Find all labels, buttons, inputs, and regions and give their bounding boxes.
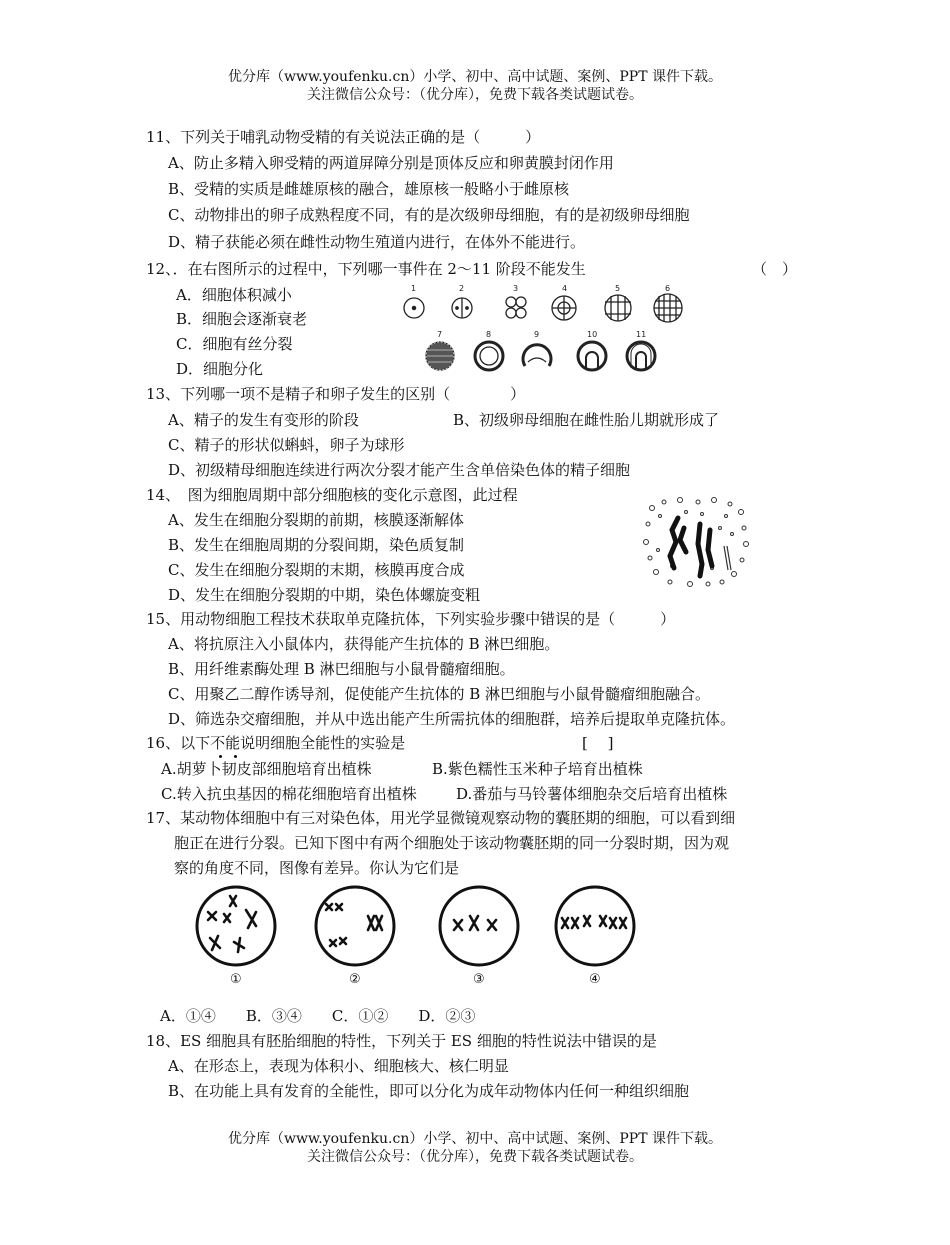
q13-option-c: C、精子的形状似蝌蚪，卵子为球形 — [168, 436, 405, 454]
q18-stem: 18、ES 细胞具有胚胎细胞的特性，下列关于 ES 细胞的特性说法中错误的是 — [146, 1032, 657, 1050]
q16-option-a: A.胡萝卜韧皮部细胞培育出植株 — [161, 760, 372, 778]
q13-option-a: A、精子的发生有变形的阶段 — [168, 411, 359, 429]
q14-option-a: A、发生在细胞分裂期的前期，核膜逐渐解体 — [168, 511, 464, 529]
header-line-1: 优分库（www.youfenku.cn）小学、初中、高中试题、案例、PPT 课件下载。 — [227, 69, 722, 85]
q16-answer-bracket: [ ] — [582, 734, 614, 752]
q13-option-d: D、初级精母细胞连续进行两次分裂才能产生含单倍染色体的精子细胞 — [168, 461, 631, 479]
q14-option-b: B、发生在细胞周期的分裂间期，染色质复制 — [168, 536, 465, 554]
q17-stem-line-2: 胞正在进行分裂。已知下图中有两个细胞处于该动物囊胚期的同一分裂时期，因为观 — [174, 834, 730, 852]
stage-3-four-cell — [506, 297, 526, 318]
stage-5-morula — [605, 295, 631, 321]
q12-answer-paren: （ ） — [752, 260, 798, 278]
q11-stem: 11、下列关于哺乳动物受精的有关说法正确的是（ ） — [146, 128, 541, 146]
q13-option-b: B、初级卵母细胞在雌性胎儿期就形成了 — [453, 411, 720, 429]
q15-option-a: A、将抗原注入小鼠体内，获得能产生抗体的 B 淋巴细胞。 — [168, 635, 560, 653]
stage-2-two-cell — [452, 298, 472, 318]
stage-label-3: 3 — [513, 284, 519, 293]
stage-11-late-gastrula — [627, 342, 655, 370]
stage-label-9: 9 — [534, 330, 540, 339]
footer-line-2: 关注微信公众号：（优分库），免费下载各类试题试卷。 — [307, 1149, 643, 1165]
embryo-development-figure — [400, 280, 700, 376]
q12-option-d: D．细胞分化 — [176, 360, 264, 378]
q17-stem-line-3: 察的角度不同，图像有差异。你认为它们是 — [174, 859, 460, 877]
q14-option-c: C、发生在细胞分裂期的末期，核膜再度合成 — [168, 561, 465, 579]
q14-stem: 14、 图为细胞周期中部分细胞核的变化示意图，此过程 — [146, 486, 518, 504]
stage-label-2: 2 — [459, 284, 465, 293]
q16-option-d: D.番茄与马铃薯体细胞杂交后培育出植株 — [456, 785, 728, 803]
cell-2 — [316, 887, 394, 965]
q15-option-d: D、筛选杂交瘤细胞，并从中选出能产生所需抗体的细胞群，培养后提取单克隆抗体。 — [168, 710, 736, 728]
cell-3 — [440, 887, 518, 965]
q12-option-c: C．细胞有丝分裂 — [176, 335, 293, 353]
cell-1 — [197, 887, 275, 965]
stage-label-7: 7 — [437, 330, 443, 339]
stage-7-blastula — [426, 342, 454, 370]
q11-option-b: B、受精的实质是雌雄原核的融合，雄原核一般略小于雌原核 — [168, 180, 570, 198]
stage-label-6: 6 — [665, 284, 671, 293]
q15-option-c: C、用聚乙二醇作诱导剂，促使能产生抗体的 B 淋巴细胞与小鼠骨髓瘤细胞融合。 — [168, 685, 711, 703]
q17-stem-line-1: 17、某动物体细胞中有三对染色体，用光学显微镜观察动物的囊胚期的细胞，可以看到细 — [146, 809, 736, 827]
stage-label-5: 5 — [615, 284, 621, 293]
q18-option-b: B、在功能上具有发育的全能性，即可以分化为成年动物体内任何一种组织细胞 — [168, 1082, 690, 1100]
q12-stem: 12、．在右图所示的过程中，下列哪一事件在 2～11 阶段不能发生 — [146, 260, 586, 278]
q13-stem: 13、下列哪一项不是精子和卵子发生的区别（ ） — [146, 385, 526, 403]
q16-stem: 16、以下不能说明细胞全能性的实验是 — [146, 734, 406, 752]
stage-label-1: 1 — [411, 284, 417, 293]
q16-option-b: B.紫色糯性玉米种子培育出植株 — [432, 760, 643, 778]
footer-line-1: 优分库（www.youfenku.cn）小学、初中、高中试题、案例、PPT 课件下载。 — [227, 1131, 722, 1147]
cell-label-3: ③ — [473, 972, 485, 987]
stage-label-8: 8 — [486, 330, 492, 339]
q15-option-b: B、用纤维素酶处理 B 淋巴细胞与小鼠骨髓瘤细胞。 — [168, 660, 515, 678]
emphasis-dot — [234, 755, 237, 758]
q17-options: A．①④ B．③④ C．①② D．②③ — [160, 1007, 476, 1025]
q11-option-c: C、动物排出的卵子成熟程度不同，有的是次级卵母细胞，有的是初级卵母细胞 — [168, 206, 690, 224]
emphasis-dot — [219, 755, 222, 758]
stage-label-4: 4 — [562, 284, 568, 293]
cell-label-2: ② — [349, 972, 361, 987]
cell-label-1: ① — [230, 972, 242, 987]
stage-8-blastula — [475, 342, 503, 370]
header-line-2: 关注微信公众号：（优分库），免费下载各类试题试卷。 — [307, 87, 643, 103]
stage-10-gastrula — [578, 342, 606, 370]
stage-label-10: 10 — [587, 330, 598, 339]
q18-option-a: A、在形态上，表现为体积小、细胞核大、核仁明显 — [168, 1057, 509, 1075]
dividing-cells-figure — [190, 882, 640, 988]
q14-option-d: D、发生在细胞分裂期的中期，染色体螺旋变粗 — [168, 586, 481, 604]
q11-option-d: D、精子获能必须在雌性动物生殖道内进行，在体外不能进行。 — [168, 233, 586, 251]
stage-9-early-gastrula — [523, 345, 551, 366]
q12-option-b: B．细胞会逐渐衰老 — [176, 310, 308, 328]
stage-6-morula — [654, 294, 682, 322]
stage-4-eight-cell — [552, 296, 576, 320]
q11-option-a: A、防止多精入卵受精的两道屏障分别是顶体反应和卵黄膜封闭作用 — [168, 154, 614, 172]
stage-label-11: 11 — [636, 330, 647, 339]
nucleus-chromosome-figure — [642, 494, 750, 590]
q16-option-c: C.转入抗虫基因的棉花细胞培育出植株 — [161, 785, 417, 803]
q15-stem: 15、用动物细胞工程技术获取单克隆抗体，下列实验步骤中错误的是（ ） — [146, 610, 676, 628]
cell-label-4: ④ — [589, 972, 601, 987]
q12-option-a: A．细胞体积减小 — [176, 286, 292, 304]
